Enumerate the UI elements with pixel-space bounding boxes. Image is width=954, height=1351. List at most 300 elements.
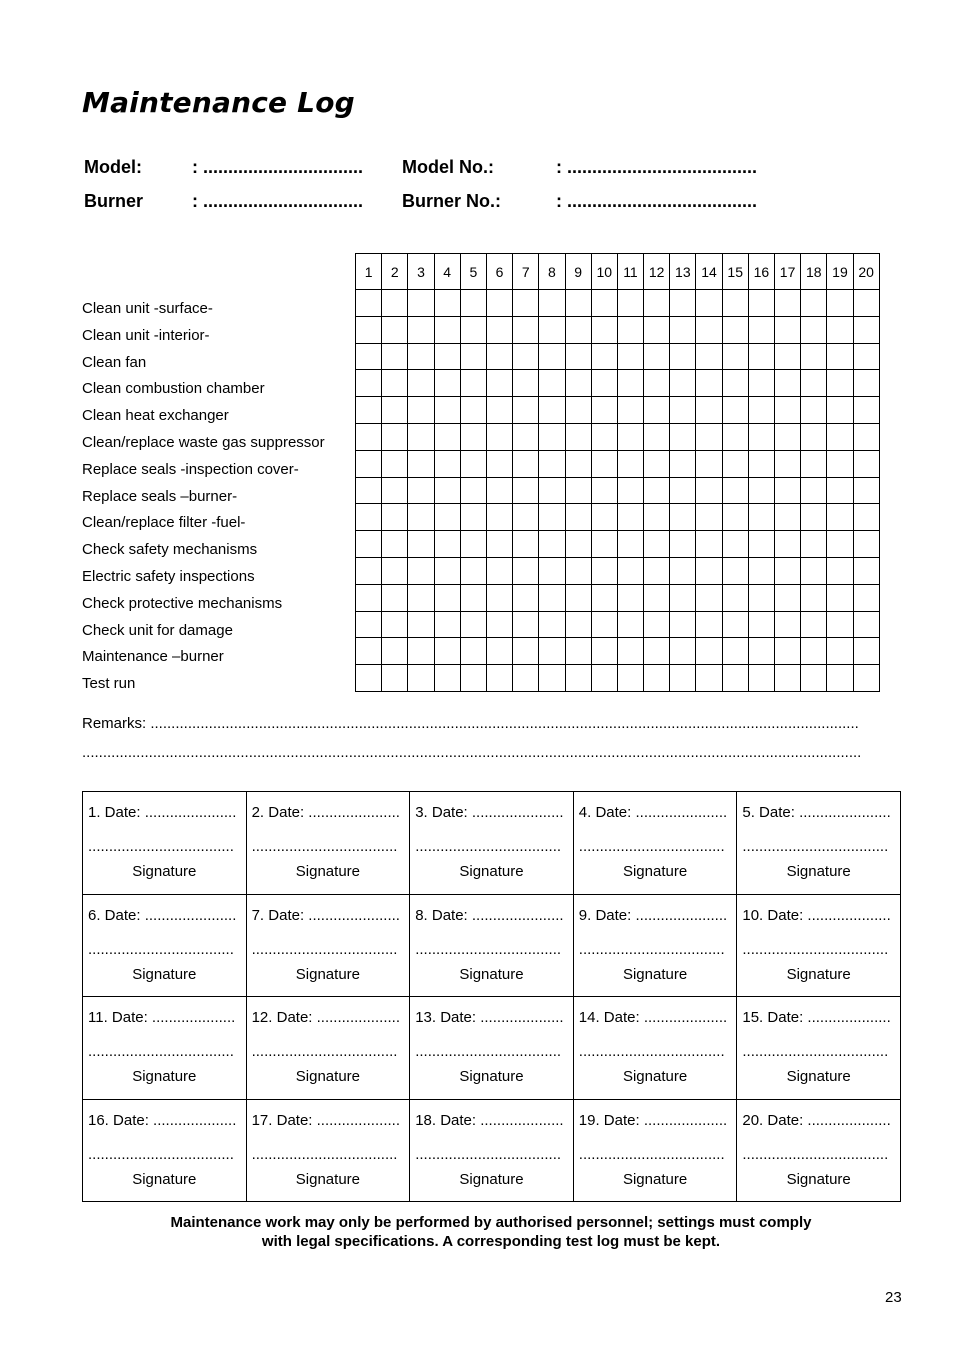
check-cell[interactable] bbox=[434, 290, 460, 317]
check-cell[interactable] bbox=[617, 611, 643, 638]
check-cell[interactable] bbox=[644, 290, 670, 317]
check-cell[interactable] bbox=[696, 450, 722, 477]
check-cell[interactable] bbox=[591, 638, 617, 665]
check-cell[interactable] bbox=[644, 557, 670, 584]
check-cell[interactable] bbox=[722, 477, 748, 504]
check-cell[interactable] bbox=[460, 557, 486, 584]
check-cell[interactable] bbox=[827, 290, 853, 317]
check-cell[interactable] bbox=[722, 290, 748, 317]
check-cell[interactable] bbox=[617, 423, 643, 450]
check-cell[interactable] bbox=[434, 343, 460, 370]
check-cell[interactable] bbox=[722, 557, 748, 584]
check-cell[interactable] bbox=[801, 290, 827, 317]
check-cell[interactable] bbox=[591, 584, 617, 611]
date-field[interactable]: 16. Date: .................... bbox=[88, 1111, 237, 1129]
check-cell[interactable] bbox=[748, 343, 774, 370]
check-cell[interactable] bbox=[356, 557, 382, 584]
check-cell[interactable] bbox=[801, 316, 827, 343]
check-cell[interactable] bbox=[460, 423, 486, 450]
check-cell[interactable] bbox=[382, 290, 408, 317]
check-cell[interactable] bbox=[513, 370, 539, 397]
check-cell[interactable] bbox=[748, 557, 774, 584]
signature-line[interactable]: ................................... bbox=[578, 838, 725, 855]
check-cell[interactable] bbox=[434, 665, 460, 692]
check-cell[interactable] bbox=[356, 504, 382, 531]
check-cell[interactable] bbox=[775, 316, 801, 343]
check-cell[interactable] bbox=[748, 450, 774, 477]
check-cell[interactable] bbox=[853, 423, 879, 450]
check-cell[interactable] bbox=[460, 477, 486, 504]
signature-line[interactable]: ................................... bbox=[578, 1145, 725, 1163]
check-cell[interactable] bbox=[513, 450, 539, 477]
check-cell[interactable] bbox=[565, 477, 591, 504]
check-cell[interactable] bbox=[696, 316, 722, 343]
check-cell[interactable] bbox=[748, 316, 774, 343]
check-cell[interactable] bbox=[565, 665, 591, 692]
check-cell[interactable] bbox=[382, 450, 408, 477]
check-cell[interactable] bbox=[513, 316, 539, 343]
check-cell[interactable] bbox=[591, 557, 617, 584]
check-cell[interactable] bbox=[617, 531, 643, 558]
date-field[interactable]: 6. Date: ...................... bbox=[88, 906, 237, 924]
check-cell[interactable] bbox=[644, 477, 670, 504]
check-cell[interactable] bbox=[748, 531, 774, 558]
check-cell[interactable] bbox=[565, 450, 591, 477]
check-cell[interactable] bbox=[853, 557, 879, 584]
check-cell[interactable] bbox=[591, 397, 617, 424]
check-cell[interactable] bbox=[486, 423, 512, 450]
check-cell[interactable] bbox=[670, 343, 696, 370]
check-cell[interactable] bbox=[513, 638, 539, 665]
check-cell[interactable] bbox=[591, 477, 617, 504]
check-cell[interactable] bbox=[356, 316, 382, 343]
check-cell[interactable] bbox=[382, 611, 408, 638]
check-cell[interactable] bbox=[827, 343, 853, 370]
date-field[interactable]: 11. Date: .................... bbox=[88, 1009, 236, 1026]
check-cell[interactable] bbox=[539, 504, 565, 531]
check-cell[interactable] bbox=[408, 504, 434, 531]
check-cell[interactable] bbox=[408, 531, 434, 558]
check-cell[interactable] bbox=[408, 477, 434, 504]
check-cell[interactable] bbox=[434, 504, 460, 531]
check-cell[interactable] bbox=[670, 450, 696, 477]
check-cell[interactable] bbox=[722, 450, 748, 477]
date-field[interactable]: 8. Date: ...................... bbox=[415, 906, 564, 924]
date-field[interactable]: 20. Date: .................... bbox=[742, 1111, 891, 1129]
signature-line[interactable]: ................................... bbox=[742, 940, 889, 958]
check-cell[interactable] bbox=[460, 370, 486, 397]
check-cell[interactable] bbox=[644, 450, 670, 477]
check-cell[interactable] bbox=[513, 290, 539, 317]
check-cell[interactable] bbox=[670, 290, 696, 317]
check-cell[interactable] bbox=[644, 504, 670, 531]
check-cell[interactable] bbox=[408, 290, 434, 317]
date-field[interactable]: 13. Date: .................... bbox=[415, 1009, 564, 1026]
check-cell[interactable] bbox=[775, 450, 801, 477]
check-cell[interactable] bbox=[696, 665, 722, 692]
check-cell[interactable] bbox=[434, 316, 460, 343]
check-cell[interactable] bbox=[460, 397, 486, 424]
check-cell[interactable] bbox=[382, 557, 408, 584]
check-cell[interactable] bbox=[670, 477, 696, 504]
check-cell[interactable] bbox=[775, 557, 801, 584]
date-field[interactable]: 2. Date: ...................... bbox=[251, 804, 400, 821]
check-cell[interactable] bbox=[356, 397, 382, 424]
check-cell[interactable] bbox=[696, 397, 722, 424]
check-cell[interactable] bbox=[434, 557, 460, 584]
check-cell[interactable] bbox=[513, 531, 539, 558]
check-cell[interactable] bbox=[408, 611, 434, 638]
check-cell[interactable] bbox=[722, 584, 748, 611]
check-cell[interactable] bbox=[565, 397, 591, 424]
check-cell[interactable] bbox=[434, 531, 460, 558]
check-cell[interactable] bbox=[644, 638, 670, 665]
check-cell[interactable] bbox=[696, 611, 722, 638]
check-cell[interactable] bbox=[591, 450, 617, 477]
check-cell[interactable] bbox=[565, 423, 591, 450]
check-cell[interactable] bbox=[696, 557, 722, 584]
check-cell[interactable] bbox=[591, 343, 617, 370]
check-cell[interactable] bbox=[408, 397, 434, 424]
check-cell[interactable] bbox=[827, 531, 853, 558]
check-cell[interactable] bbox=[670, 665, 696, 692]
check-cell[interactable] bbox=[460, 531, 486, 558]
check-cell[interactable] bbox=[722, 665, 748, 692]
check-cell[interactable] bbox=[853, 584, 879, 611]
check-cell[interactable] bbox=[722, 370, 748, 397]
check-cell[interactable] bbox=[827, 611, 853, 638]
check-cell[interactable] bbox=[801, 397, 827, 424]
check-cell[interactable] bbox=[827, 423, 853, 450]
burner-field[interactable]: : ................................ bbox=[192, 191, 364, 211]
check-cell[interactable] bbox=[382, 370, 408, 397]
check-cell[interactable] bbox=[748, 638, 774, 665]
check-cell[interactable] bbox=[382, 423, 408, 450]
check-cell[interactable] bbox=[853, 477, 879, 504]
check-cell[interactable] bbox=[696, 343, 722, 370]
check-cell[interactable] bbox=[617, 477, 643, 504]
check-cell[interactable] bbox=[670, 316, 696, 343]
signature-line[interactable]: ................................... bbox=[578, 940, 725, 958]
check-cell[interactable] bbox=[565, 638, 591, 665]
check-cell[interactable] bbox=[827, 450, 853, 477]
check-cell[interactable] bbox=[460, 665, 486, 692]
check-cell[interactable] bbox=[748, 397, 774, 424]
check-cell[interactable] bbox=[591, 504, 617, 531]
check-cell[interactable] bbox=[644, 584, 670, 611]
signature-line[interactable]: ................................... bbox=[251, 1145, 398, 1163]
check-cell[interactable] bbox=[853, 504, 879, 531]
check-cell[interactable] bbox=[513, 397, 539, 424]
date-field[interactable]: 12. Date: .................... bbox=[251, 1009, 400, 1026]
check-cell[interactable] bbox=[486, 477, 512, 504]
check-cell[interactable] bbox=[513, 343, 539, 370]
check-cell[interactable] bbox=[356, 477, 382, 504]
check-cell[interactable] bbox=[460, 584, 486, 611]
check-cell[interactable] bbox=[670, 370, 696, 397]
check-cell[interactable] bbox=[460, 450, 486, 477]
check-cell[interactable] bbox=[539, 665, 565, 692]
check-cell[interactable] bbox=[617, 584, 643, 611]
check-cell[interactable] bbox=[722, 638, 748, 665]
check-cell[interactable] bbox=[617, 397, 643, 424]
signature-line[interactable]: ................................... bbox=[578, 1043, 725, 1060]
check-cell[interactable] bbox=[513, 557, 539, 584]
check-cell[interactable] bbox=[617, 665, 643, 692]
check-cell[interactable] bbox=[408, 423, 434, 450]
check-cell[interactable] bbox=[853, 290, 879, 317]
check-cell[interactable] bbox=[408, 316, 434, 343]
check-cell[interactable] bbox=[801, 665, 827, 692]
check-cell[interactable] bbox=[434, 638, 460, 665]
check-cell[interactable] bbox=[617, 370, 643, 397]
check-cell[interactable] bbox=[539, 557, 565, 584]
check-cell[interactable] bbox=[356, 343, 382, 370]
signature-line[interactable]: ................................... bbox=[88, 1145, 234, 1163]
date-field[interactable]: 5. Date: ...................... bbox=[742, 804, 891, 821]
check-cell[interactable] bbox=[486, 450, 512, 477]
check-cell[interactable] bbox=[775, 611, 801, 638]
check-cell[interactable] bbox=[853, 316, 879, 343]
check-cell[interactable] bbox=[513, 423, 539, 450]
check-cell[interactable] bbox=[748, 584, 774, 611]
check-cell[interactable] bbox=[486, 504, 512, 531]
check-cell[interactable] bbox=[722, 611, 748, 638]
check-cell[interactable] bbox=[408, 343, 434, 370]
check-cell[interactable] bbox=[513, 665, 539, 692]
check-cell[interactable] bbox=[565, 290, 591, 317]
check-cell[interactable] bbox=[486, 397, 512, 424]
check-cell[interactable] bbox=[591, 290, 617, 317]
check-cell[interactable] bbox=[617, 316, 643, 343]
check-cell[interactable] bbox=[460, 316, 486, 343]
check-cell[interactable] bbox=[827, 665, 853, 692]
check-cell[interactable] bbox=[644, 370, 670, 397]
check-cell[interactable] bbox=[696, 423, 722, 450]
check-cell[interactable] bbox=[382, 665, 408, 692]
check-cell[interactable] bbox=[722, 316, 748, 343]
burner-no-field[interactable]: : ...................................... bbox=[556, 191, 758, 211]
check-cell[interactable] bbox=[434, 397, 460, 424]
check-cell[interactable] bbox=[460, 343, 486, 370]
check-cell[interactable] bbox=[382, 316, 408, 343]
check-cell[interactable] bbox=[644, 316, 670, 343]
check-cell[interactable] bbox=[696, 531, 722, 558]
check-cell[interactable] bbox=[617, 450, 643, 477]
check-cell[interactable] bbox=[617, 290, 643, 317]
check-cell[interactable] bbox=[617, 557, 643, 584]
check-cell[interactable] bbox=[853, 665, 879, 692]
check-cell[interactable] bbox=[408, 370, 434, 397]
check-cell[interactable] bbox=[434, 423, 460, 450]
check-cell[interactable] bbox=[801, 638, 827, 665]
check-cell[interactable] bbox=[591, 665, 617, 692]
check-cell[interactable] bbox=[644, 397, 670, 424]
signature-line[interactable]: ................................... bbox=[251, 838, 398, 855]
date-field[interactable]: 18. Date: .................... bbox=[415, 1111, 564, 1129]
check-cell[interactable] bbox=[670, 504, 696, 531]
signature-line[interactable]: ................................... bbox=[415, 1043, 562, 1060]
check-cell[interactable] bbox=[775, 531, 801, 558]
check-cell[interactable] bbox=[486, 290, 512, 317]
remarks-line-2[interactable]: ........................................................................................................................................................................................... bbox=[82, 744, 862, 761]
check-cell[interactable] bbox=[486, 316, 512, 343]
check-cell[interactable] bbox=[775, 290, 801, 317]
check-cell[interactable] bbox=[591, 316, 617, 343]
check-cell[interactable] bbox=[460, 611, 486, 638]
check-cell[interactable] bbox=[486, 611, 512, 638]
check-cell[interactable] bbox=[539, 531, 565, 558]
check-cell[interactable] bbox=[486, 638, 512, 665]
check-cell[interactable] bbox=[539, 370, 565, 397]
check-cell[interactable] bbox=[617, 343, 643, 370]
signature-line[interactable]: ................................... bbox=[88, 940, 234, 958]
check-cell[interactable] bbox=[801, 477, 827, 504]
date-field[interactable]: 9. Date: ...................... bbox=[578, 906, 728, 924]
signature-line[interactable]: ................................... bbox=[88, 838, 234, 855]
check-cell[interactable] bbox=[748, 665, 774, 692]
check-cell[interactable] bbox=[801, 584, 827, 611]
check-cell[interactable] bbox=[565, 557, 591, 584]
check-cell[interactable] bbox=[356, 370, 382, 397]
check-cell[interactable] bbox=[722, 504, 748, 531]
check-cell[interactable] bbox=[696, 584, 722, 611]
check-cell[interactable] bbox=[539, 343, 565, 370]
check-cell[interactable] bbox=[382, 531, 408, 558]
check-cell[interactable] bbox=[670, 584, 696, 611]
check-cell[interactable] bbox=[539, 477, 565, 504]
check-cell[interactable] bbox=[356, 638, 382, 665]
check-cell[interactable] bbox=[486, 531, 512, 558]
check-cell[interactable] bbox=[434, 370, 460, 397]
check-cell[interactable] bbox=[382, 504, 408, 531]
check-cell[interactable] bbox=[827, 316, 853, 343]
check-cell[interactable] bbox=[539, 611, 565, 638]
check-cell[interactable] bbox=[801, 370, 827, 397]
check-cell[interactable] bbox=[696, 477, 722, 504]
check-cell[interactable] bbox=[356, 584, 382, 611]
check-cell[interactable] bbox=[853, 397, 879, 424]
check-cell[interactable] bbox=[801, 450, 827, 477]
check-cell[interactable] bbox=[775, 343, 801, 370]
check-cell[interactable] bbox=[670, 638, 696, 665]
check-cell[interactable] bbox=[513, 477, 539, 504]
signature-line[interactable]: ................................... bbox=[251, 940, 398, 958]
check-cell[interactable] bbox=[382, 397, 408, 424]
check-cell[interactable] bbox=[853, 450, 879, 477]
check-cell[interactable] bbox=[670, 397, 696, 424]
check-cell[interactable] bbox=[382, 343, 408, 370]
check-cell[interactable] bbox=[591, 423, 617, 450]
check-cell[interactable] bbox=[801, 504, 827, 531]
remarks-line-1[interactable]: Remarks: .......................................................................................................................................................................... bbox=[82, 715, 859, 732]
check-cell[interactable] bbox=[827, 397, 853, 424]
date-field[interactable]: 19. Date: .................... bbox=[578, 1111, 728, 1129]
check-cell[interactable] bbox=[748, 504, 774, 531]
check-cell[interactable] bbox=[486, 665, 512, 692]
model-field[interactable]: : ................................ bbox=[192, 157, 364, 177]
check-cell[interactable] bbox=[722, 531, 748, 558]
check-cell[interactable] bbox=[539, 638, 565, 665]
check-cell[interactable] bbox=[696, 504, 722, 531]
check-cell[interactable] bbox=[486, 343, 512, 370]
check-cell[interactable] bbox=[565, 316, 591, 343]
check-cell[interactable] bbox=[722, 343, 748, 370]
check-cell[interactable] bbox=[644, 665, 670, 692]
check-cell[interactable] bbox=[801, 557, 827, 584]
date-field[interactable]: 17. Date: .................... bbox=[251, 1111, 400, 1129]
check-cell[interactable] bbox=[434, 611, 460, 638]
date-field[interactable]: 4. Date: ...................... bbox=[578, 804, 728, 821]
check-cell[interactable] bbox=[775, 584, 801, 611]
signature-line[interactable]: ................................... bbox=[251, 1043, 398, 1060]
check-cell[interactable] bbox=[722, 423, 748, 450]
check-cell[interactable] bbox=[827, 370, 853, 397]
check-cell[interactable] bbox=[748, 290, 774, 317]
check-cell[interactable] bbox=[565, 531, 591, 558]
check-cell[interactable] bbox=[408, 584, 434, 611]
check-cell[interactable] bbox=[382, 477, 408, 504]
date-field[interactable]: 10. Date: .................... bbox=[742, 906, 891, 924]
check-cell[interactable] bbox=[670, 557, 696, 584]
check-cell[interactable] bbox=[775, 397, 801, 424]
check-cell[interactable] bbox=[356, 531, 382, 558]
check-cell[interactable] bbox=[748, 423, 774, 450]
date-field[interactable]: 15. Date: .................... bbox=[742, 1009, 891, 1026]
check-cell[interactable] bbox=[565, 343, 591, 370]
check-cell[interactable] bbox=[591, 611, 617, 638]
check-cell[interactable] bbox=[853, 531, 879, 558]
check-cell[interactable] bbox=[356, 611, 382, 638]
model-no-field[interactable]: : ...................................... bbox=[556, 157, 758, 177]
check-cell[interactable] bbox=[827, 584, 853, 611]
check-cell[interactable] bbox=[670, 531, 696, 558]
check-cell[interactable] bbox=[617, 638, 643, 665]
check-cell[interactable] bbox=[408, 638, 434, 665]
check-cell[interactable] bbox=[434, 584, 460, 611]
check-cell[interactable] bbox=[565, 370, 591, 397]
check-cell[interactable] bbox=[513, 504, 539, 531]
check-cell[interactable] bbox=[460, 638, 486, 665]
check-cell[interactable] bbox=[617, 504, 643, 531]
check-cell[interactable] bbox=[539, 290, 565, 317]
check-cell[interactable] bbox=[565, 584, 591, 611]
check-cell[interactable] bbox=[801, 343, 827, 370]
signature-line[interactable]: ................................... bbox=[742, 1043, 889, 1060]
check-cell[interactable] bbox=[827, 557, 853, 584]
check-cell[interactable] bbox=[513, 584, 539, 611]
check-cell[interactable] bbox=[408, 450, 434, 477]
check-cell[interactable] bbox=[853, 611, 879, 638]
check-cell[interactable] bbox=[827, 477, 853, 504]
check-cell[interactable] bbox=[801, 531, 827, 558]
check-cell[interactable] bbox=[434, 450, 460, 477]
check-cell[interactable] bbox=[539, 316, 565, 343]
check-cell[interactable] bbox=[748, 611, 774, 638]
check-cell[interactable] bbox=[434, 477, 460, 504]
check-cell[interactable] bbox=[382, 584, 408, 611]
check-cell[interactable] bbox=[408, 557, 434, 584]
check-cell[interactable] bbox=[775, 665, 801, 692]
check-cell[interactable] bbox=[696, 370, 722, 397]
check-cell[interactable] bbox=[644, 423, 670, 450]
check-cell[interactable] bbox=[853, 370, 879, 397]
check-cell[interactable] bbox=[827, 504, 853, 531]
check-cell[interactable] bbox=[775, 370, 801, 397]
check-cell[interactable] bbox=[513, 611, 539, 638]
signature-line[interactable]: ................................... bbox=[742, 1145, 889, 1163]
check-cell[interactable] bbox=[460, 290, 486, 317]
